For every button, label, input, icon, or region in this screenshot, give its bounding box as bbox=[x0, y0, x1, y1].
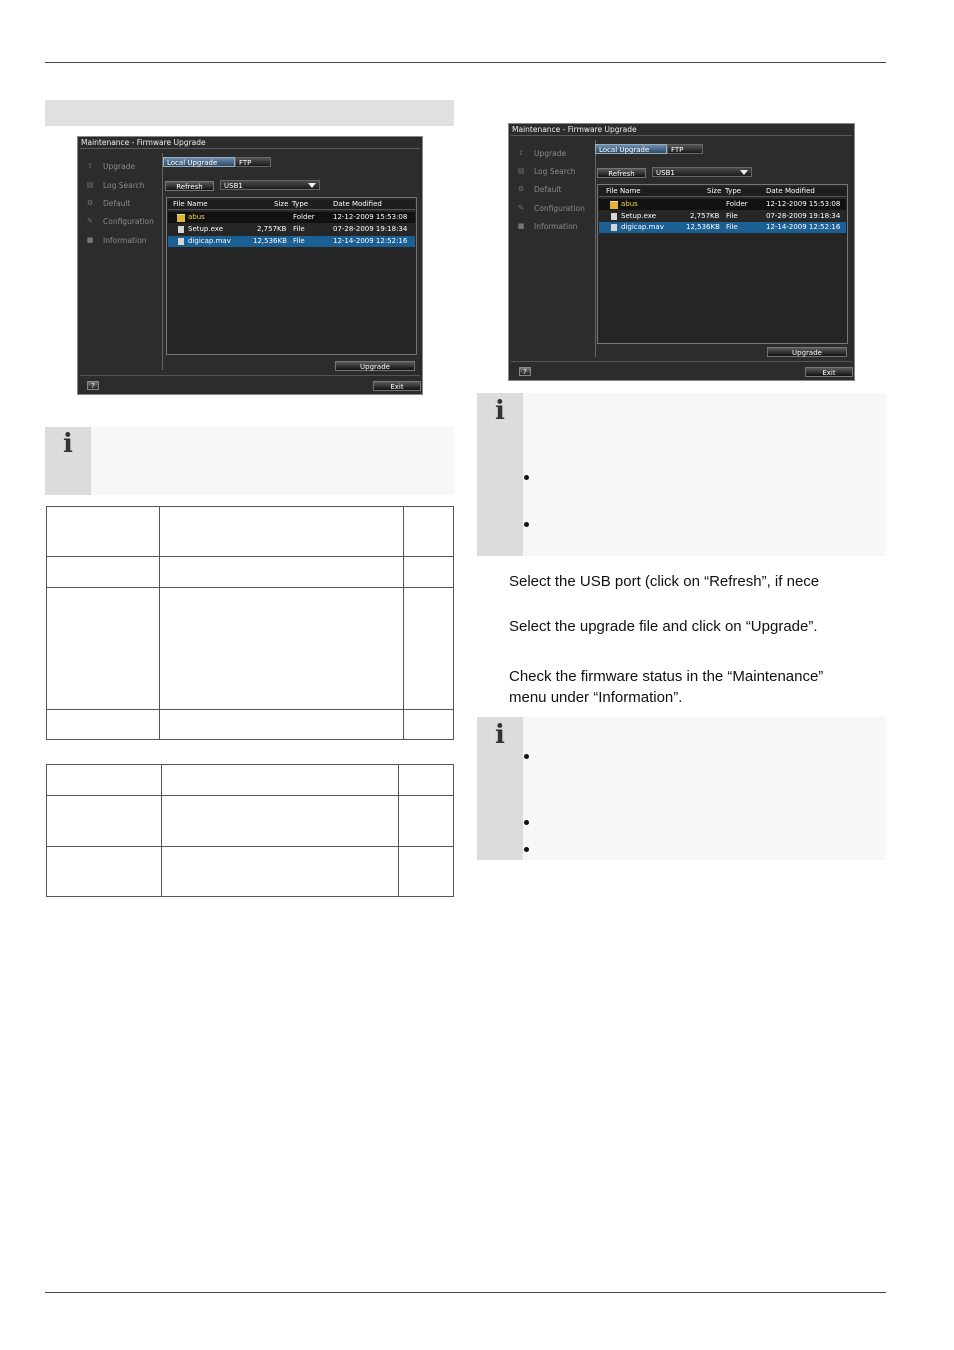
tab-ftp[interactable]: FTP bbox=[235, 157, 271, 167]
dvr-screenshot-right bbox=[508, 123, 855, 381]
file-date: 12-14-2009 12:52:16 bbox=[766, 223, 841, 231]
bullet bbox=[524, 754, 529, 759]
log-search-icon: ▤ bbox=[86, 181, 94, 189]
default-gear-icon: ⚙ bbox=[86, 199, 94, 207]
column-header-type: Type bbox=[292, 200, 309, 208]
sidebar-item-label: Log Search bbox=[103, 181, 145, 190]
file-icon bbox=[611, 224, 617, 231]
file-size: 2,757KB bbox=[690, 212, 720, 220]
tab-local-upgrade[interactable]: Local Upgrade bbox=[595, 144, 667, 154]
file-size: 2,757KB bbox=[257, 225, 287, 233]
file-row-selected[interactable] bbox=[168, 236, 415, 247]
info-icon: i bbox=[495, 396, 505, 426]
table-border bbox=[46, 556, 454, 557]
table-border bbox=[159, 506, 160, 740]
column-header-date: Date Modified bbox=[766, 187, 815, 195]
bullet bbox=[524, 847, 529, 852]
info-square-icon: ■ bbox=[517, 222, 525, 230]
column-header-size: Size bbox=[707, 187, 722, 195]
table-border bbox=[161, 764, 162, 897]
file-name: abus bbox=[621, 200, 638, 208]
step-select-usb: Select the USB port (click on “Refresh”, if nece bbox=[509, 573, 820, 590]
footer-divider bbox=[80, 375, 420, 376]
column-header-date: Date Modified bbox=[333, 200, 382, 208]
sidebar-item-label: Upgrade bbox=[534, 149, 567, 158]
folder-icon bbox=[177, 214, 185, 222]
sidebar-item-label: Default bbox=[103, 199, 131, 208]
device-select-value: USB1 bbox=[656, 169, 675, 177]
file-row[interactable] bbox=[599, 199, 846, 210]
file-name: digicap.mav bbox=[188, 237, 231, 245]
file-size: 12,536KB bbox=[253, 237, 287, 245]
column-header-name: File Name bbox=[173, 200, 208, 208]
device-select[interactable] bbox=[652, 167, 752, 177]
column-header-size: Size bbox=[274, 200, 289, 208]
sidebar-item-label: Configuration bbox=[103, 217, 154, 226]
tab-ftp[interactable]: FTP bbox=[667, 144, 703, 154]
bottom-rule bbox=[45, 1292, 886, 1293]
file-type: Folder bbox=[293, 213, 315, 221]
sidebar-item-label: Log Search bbox=[534, 167, 576, 176]
file-type: Folder bbox=[726, 200, 748, 208]
wrench-icon: ✎ bbox=[518, 204, 524, 212]
refresh-button[interactable]: Refresh bbox=[597, 168, 646, 178]
file-name: Setup.exe bbox=[621, 212, 657, 220]
file-type: File bbox=[726, 223, 738, 231]
file-name: Setup.exe bbox=[188, 225, 224, 233]
chevron-down-icon bbox=[308, 183, 316, 188]
info-icon: i bbox=[495, 720, 505, 750]
sidebar-item-label: Information bbox=[534, 222, 578, 231]
file-icon bbox=[178, 238, 184, 245]
wrench-icon: ✎ bbox=[87, 217, 93, 225]
file-size: 12,536KB bbox=[686, 223, 720, 231]
info-note-right-2 bbox=[477, 717, 886, 860]
tab-local-upgrade[interactable]: Local Upgrade bbox=[163, 157, 235, 167]
default-gear-icon: ⚙ bbox=[517, 185, 525, 193]
window-title: Maintenance - Firmware Upgrade bbox=[512, 125, 637, 134]
bullet bbox=[524, 820, 529, 825]
table-border bbox=[46, 506, 47, 740]
table-border bbox=[46, 587, 454, 588]
file-type: File bbox=[726, 212, 738, 220]
table-border bbox=[453, 764, 454, 897]
upgrade-arrow-icon: ⇧ bbox=[518, 149, 524, 157]
info-note-right-1 bbox=[477, 393, 886, 556]
exit-button[interactable]: Exit bbox=[805, 367, 853, 377]
sidebar-item-label: Information bbox=[103, 236, 147, 245]
file-list-header bbox=[168, 200, 415, 210]
dvr-screenshot-left bbox=[77, 136, 423, 395]
upgrade-button[interactable]: Upgrade bbox=[335, 361, 415, 371]
file-row[interactable] bbox=[168, 224, 415, 235]
column-header-name: File Name bbox=[606, 187, 641, 195]
file-date: 12-14-2009 12:52:16 bbox=[333, 237, 408, 245]
table-border bbox=[46, 896, 454, 897]
log-search-icon: ▤ bbox=[517, 167, 525, 175]
file-name: digicap.mav bbox=[621, 223, 664, 231]
table-border bbox=[46, 846, 454, 847]
file-date: 07-28-2009 19:18:34 bbox=[333, 225, 408, 233]
file-list bbox=[166, 197, 417, 355]
chevron-down-icon bbox=[740, 170, 748, 175]
file-type: File bbox=[293, 237, 305, 245]
folder-icon bbox=[610, 201, 618, 209]
table-border bbox=[46, 795, 454, 796]
help-button[interactable]: ? bbox=[519, 367, 531, 376]
file-row[interactable] bbox=[599, 211, 846, 222]
table-border bbox=[46, 506, 454, 507]
table-border bbox=[403, 506, 404, 740]
sidebar-item-label: Default bbox=[534, 185, 562, 194]
step-check-status-line2: menu under “Information”. bbox=[509, 689, 683, 706]
file-list-header bbox=[599, 187, 846, 197]
bullet bbox=[524, 522, 529, 527]
table-border bbox=[46, 764, 47, 897]
table-border bbox=[398, 764, 399, 897]
file-date: 07-28-2009 19:18:34 bbox=[766, 212, 841, 220]
step-check-status-line1: Check the firmware status in the “Maintenance” bbox=[509, 668, 824, 685]
section-heading-bar bbox=[45, 100, 454, 126]
file-icon bbox=[611, 213, 617, 220]
column-header-type: Type bbox=[725, 187, 742, 195]
file-name: abus bbox=[188, 213, 205, 221]
step-select-file: Select the upgrade file and click on “Upgrade”. bbox=[509, 618, 818, 635]
file-type: File bbox=[293, 225, 305, 233]
table-border bbox=[46, 764, 454, 765]
exit-button[interactable]: Exit bbox=[373, 381, 421, 391]
file-list bbox=[597, 184, 848, 344]
table-border bbox=[46, 709, 454, 710]
upgrade-button[interactable]: Upgrade bbox=[767, 347, 847, 357]
upgrade-arrow-icon: ⇧ bbox=[87, 162, 93, 170]
footer-divider bbox=[511, 361, 852, 362]
table-border bbox=[46, 739, 454, 740]
sidebar-item-label: Upgrade bbox=[103, 162, 136, 171]
title-divider bbox=[80, 148, 420, 149]
file-date: 12-12-2009 15:53:08 bbox=[766, 200, 841, 208]
file-icon bbox=[178, 226, 184, 233]
refresh-button[interactable]: Refresh bbox=[165, 181, 214, 191]
file-date: 12-12-2009 15:53:08 bbox=[333, 213, 408, 221]
window-title: Maintenance - Firmware Upgrade bbox=[81, 138, 206, 147]
bullet bbox=[524, 475, 529, 480]
sidebar-divider bbox=[595, 140, 596, 357]
info-icon: i bbox=[63, 429, 73, 459]
device-select-value: USB1 bbox=[224, 182, 243, 190]
title-divider bbox=[511, 135, 852, 136]
info-note-left bbox=[45, 427, 454, 495]
device-select[interactable] bbox=[220, 180, 320, 190]
table-border bbox=[453, 506, 454, 740]
info-square-icon: ■ bbox=[86, 236, 94, 244]
help-button[interactable]: ? bbox=[87, 381, 99, 390]
sidebar-divider bbox=[162, 153, 163, 370]
top-rule bbox=[45, 62, 886, 63]
file-row[interactable] bbox=[168, 212, 415, 223]
sidebar-item-label: Configuration bbox=[534, 204, 585, 213]
file-row-selected[interactable] bbox=[599, 222, 846, 233]
